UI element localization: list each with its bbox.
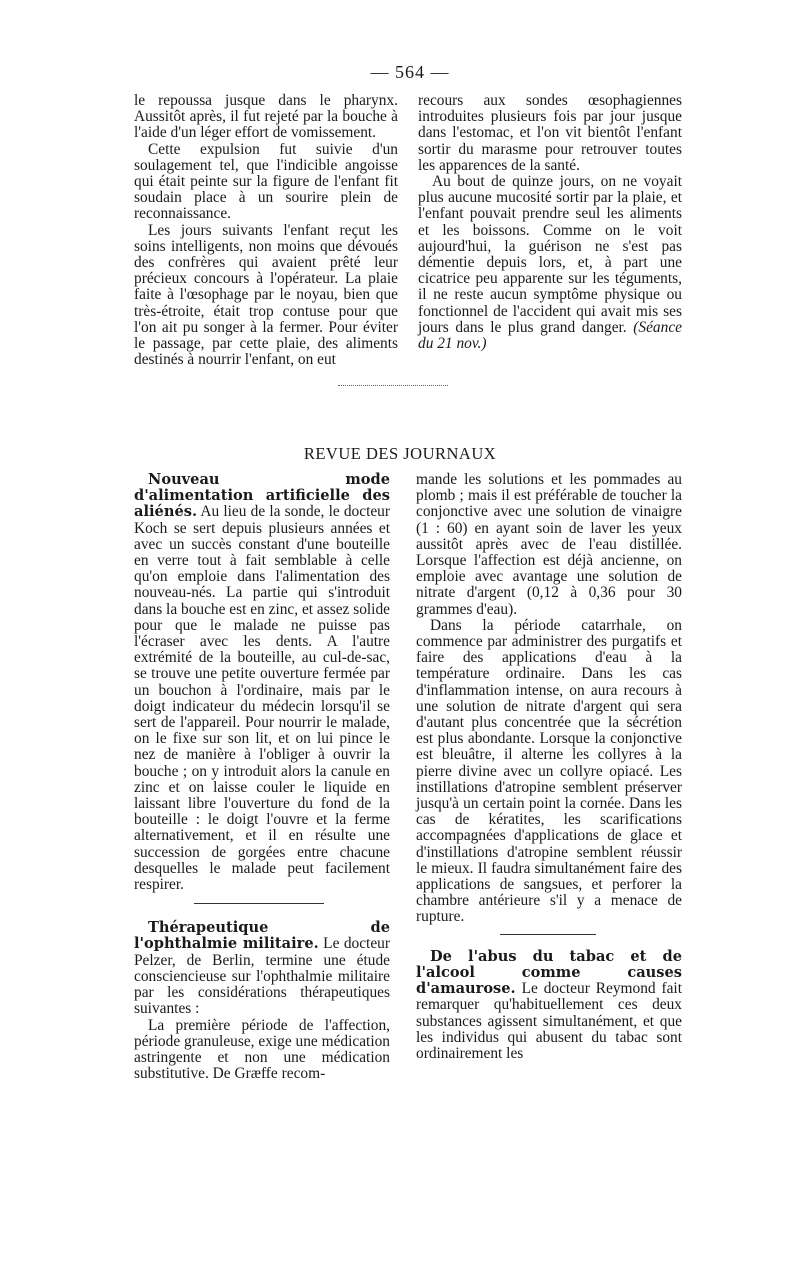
page-number: — 564 — (370, 62, 450, 82)
article-body: Le docteur Pelzer, de Berlin, termine une étude consciencieuse sur l'ophthalmie militaire par les considérations thérapeutiques suivantes : (134, 935, 390, 1018)
article-heading: Thérapeutique de l'ophthalmie militaire. (134, 919, 390, 953)
paragraph: Les jours suivants l'enfant reçut les soins intelligents, non moins que dévoués des confrères qui avaient prêté leur précieux concours à l'opérateur. La plaie faite à l'œsophage par le noyau, bien que très-étroite, était trop contuse pour que l'on ait pu songer à la fermer. Pour éviter le passage, par cette plaie, des aliments destinés à nourrir l'enfant, on eut (134, 221, 398, 369)
lower-right-column (416, 472, 682, 1062)
article-heading: Nouveau mode d'alimentation artificielle des aliénés. (134, 471, 390, 521)
paragraph: La première période de l'affection, période granuleuse, exige une médication astringente et non une médication substitutive. De Græffe recom- (134, 1016, 390, 1083)
paragraph: Dans la période catarrhale, on commence par administrer des purgatifs et faire des applications d'eau à la température ordinaire. Dans les cas d'inflammation intense, on aura recours à une solution de nitrate d'argent qui sera d'autant plus concentrée que la sécrétion est plus abondante. Lorsque la conjonctive est bleuâtre, il alterne les collyres à la pierre divine avec un collyre opiacé. Les instillations d'atropine semblent préserver jusqu'à un certain point la cornée. Dans les cas de kératites, les scarifications accompagnées d'applications de glace et d'instillations d'atropine semblent réussir le mieux. Il faudra simultanément faire des applications de sangsues, et perforer la chambre antérieure s'il y a menace de rupture. (416, 616, 682, 926)
citation: (Séance du 21 nov.) (418, 318, 682, 353)
divider (500, 934, 596, 935)
dotted-divider (338, 385, 448, 386)
article-body: Au lieu de la sonde, le docteur Koch se sert depuis plusieurs années et avec un succès constant d'une bouteille en verre tout à fait semblable à celle qu'on emploie dans l'alimentation des nouveau-nés. La partie qui s'introduit dans la bouche est en zinc, et assez solide pour que le malade ne puisse pas l'écraser avec les dents. A l'autre extrémité de la bouteille, au cul-de-sac, se trouve une petite ouverture fermée par un bouchon à l'ordinaire, mais par le doigt indicateur du médecin lorsqu'il se sert de l'appareil. Pour nourrir le malade, on le fixe sur son lit, et on lui pince le nez de manière à l'obliger à ouvrir la bouche ; on y introduit alors la canule en zinc et on laisse couler le liquide en laissant libre l'ouverture du fond de la bouteille : le doigt l'ouvre et la ferme alternativement, et il en résulte une succession de gorgées entre chacune desquelles le malade peut facilement respirer. (134, 503, 391, 894)
paragraph-text: Au bout de quinze jours, on ne voyait plus aucune mucosité sortir par la plaie, et l'enfant pouvait prendre seul les aliments et les boissons. Comme on le voit aujourd'hui, la guérison ne s'est pas démentie depuis lors, et, à part une cicatrice peu apparente sur les téguments, il ne reste aucun symptôme physique ou fonctionnel de l'accident qui avait mis ses jours dans le plus grand danger. (418, 173, 682, 336)
section-title: REVUE DES JOURNAUX (303, 444, 497, 463)
paragraph: recours aux sondes œsophagiennes introduites plusieurs fois par jour jusque dans l'estomac, et l'on vit bientôt l'enfant sortir du marasme pour retrouver toutes les apparences de la santé. (418, 92, 682, 174)
upper-left-column (134, 93, 398, 368)
lower-left-column (134, 472, 390, 1082)
article-heading: De l'abus du tabac et de l'alcool comme causes d'amaurose. (416, 947, 682, 998)
article-therapeutique (134, 920, 390, 1017)
paragraph: mande les solutions et les pommades au plomb ; mais il est préférable de toucher la conjonctive avec une solution de vinaigre (1 : 60) en ayant soin de laver les yeux aussitôt après avec de l'eau distillée. Lorsque l'affection est déjà ancienne, on emploie avec avantage une solution de nitrate d'argent (0,12 à 0,36 pour 30 grammes d'eau). (416, 471, 682, 618)
paragraph: le repoussa jusque dans le pharynx. Aussitôt après, il fut rejeté par la bouche à l'aide d'un léger effort de vomissement. (134, 92, 398, 142)
article-abus-tabac (416, 949, 682, 1062)
paragraph (418, 174, 682, 352)
article-nouveau-mode (134, 472, 390, 893)
divider (194, 903, 324, 904)
article-body: Le docteur Reymond fait remarquer qu'habituellement ces deux substances agissent simultanément, et que les individus qui abusent du tabac sont ordinairement les (416, 980, 682, 1062)
upper-right-column (418, 93, 682, 352)
paragraph: Cette expulsion fut suivie d'un soulagement tel, que l'indicible angoisse qui était peinte sur la figure de l'enfant fit soudain place à un sourire plein de reconnaissance. (134, 140, 398, 223)
